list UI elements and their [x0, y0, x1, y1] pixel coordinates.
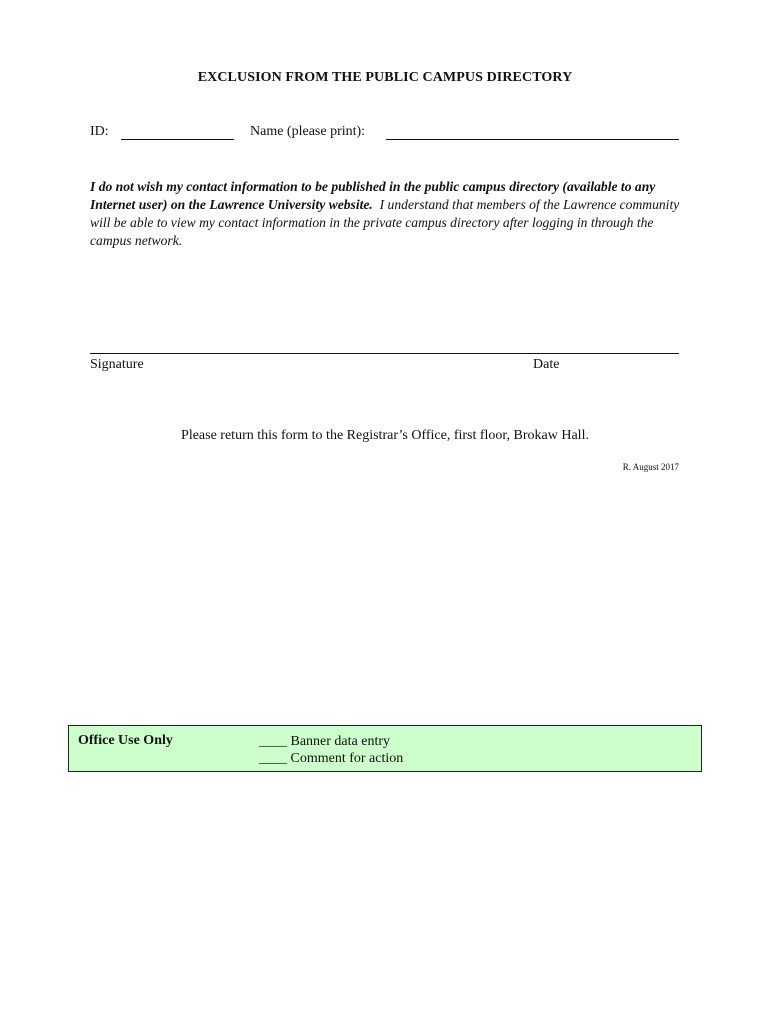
date-label: Date [533, 357, 560, 372]
office-use-title: Office Use Only [78, 733, 173, 748]
name-field-line[interactable] [386, 139, 679, 140]
statement-text: I understand that members of the Lawrence community will be able to view my contact information in the private campus directory after logging in through the campus network. [90, 197, 680, 248]
form-title: EXCLUSION FROM THE PUBLIC CAMPUS DIRECTORY [197, 70, 573, 85]
id-field-line[interactable] [121, 139, 234, 140]
office-item-banner-entry: ____ Banner data entry [259, 734, 391, 749]
office-use-items [259, 733, 403, 767]
office-item-comment-action: ____ Comment for action [259, 751, 404, 766]
id-label: ID: [90, 124, 109, 139]
return-instructions: Please return this form to the Registrar’s Office, first floor, Brokaw Hall. [181, 428, 589, 443]
revision-date: R. August 2017 [622, 462, 679, 472]
signature-line[interactable] [90, 353, 679, 354]
exclusion-statement [90, 178, 690, 250]
statement-bold-text: I do not wish my contact information to be published in the public campus directory (available to any Internet user) on the Lawrence University website. [90, 179, 656, 212]
name-label: Name (please print): [250, 124, 366, 139]
office-use-box [68, 725, 702, 772]
signature-label: Signature [90, 357, 144, 372]
